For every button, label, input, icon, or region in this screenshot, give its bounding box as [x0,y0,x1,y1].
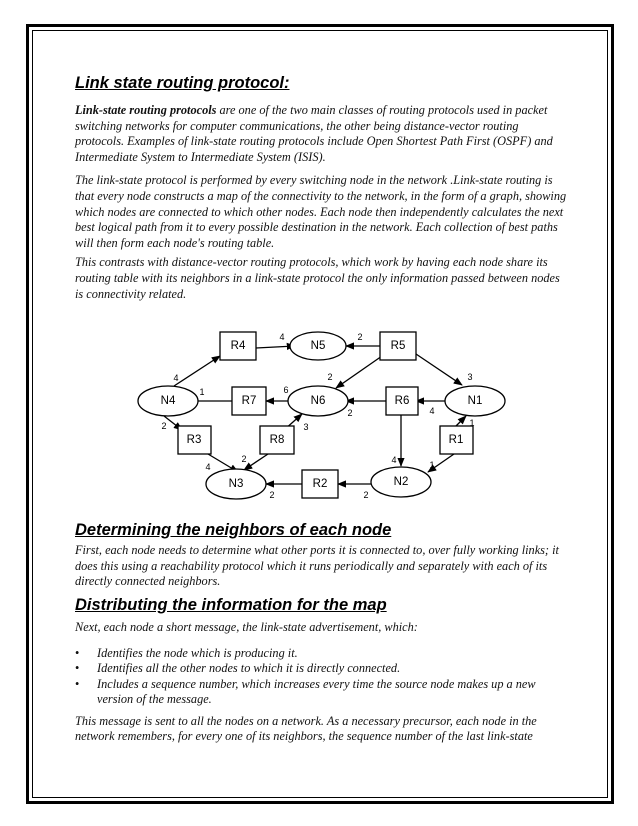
weight-r5-n5: 2 [357,332,363,342]
weight-r1-n2: 1 [429,460,435,470]
weight-n1-r6: 4 [429,406,435,416]
label-n1: N1 [467,395,483,407]
weight-r7-n4: 1 [199,387,205,397]
weight-r6-n6: 2 [347,408,353,418]
paragraph-distributing: Next, each node a short message, the link-state advertisement, which: [75,619,418,634]
weight-r8-n3: 2 [241,454,247,464]
label-r3: R3 [186,434,202,446]
heading-distributing: Distributing the information for the map [75,595,387,614]
weight-n6-r7: 6 [283,385,289,395]
heading-link-state: Link state routing protocol: [75,74,290,92]
list-item: • Identifies the node which is producing it. [75,646,570,662]
label-n4: N4 [160,395,176,407]
label-r6: R6 [394,395,410,407]
term-link-state-routing-protocols: Link-state routing protocols [75,103,217,117]
weight-r5-n6: 2 [327,372,333,382]
edge-r5-n1 [416,354,462,385]
paragraph-message: This message is sent to all the nodes on a network. As a necessary precursor, each node in the network remembers, for every one of its neighbors, the sequence number of the last link-state [75,713,537,744]
weight-r1-n1: 1 [469,418,475,428]
edge-r1-n1 [456,416,466,426]
bullet-list [75,646,570,708]
edge-r5-n6 [336,356,382,388]
edge-r4-n5 [256,346,295,348]
network-diagram [120,318,520,518]
label-n3: N3 [228,478,244,490]
weight-n4-r3: 2 [161,421,167,431]
label-r8: R8 [269,434,285,446]
paragraph-intro: Link-state routing protocols are one of the two main classes of routing protocols used in packet switching networks for computer communications, the other being distance-vector routing protocols. Examples of link-state routing protocols include Open Shortest Path First (OSPF) and Intermediate System to Intermediate System (ISIS). [75,103,553,164]
weight-r8-n6: 3 [303,422,309,432]
paragraph-link-state-protocol: The link-state protocol is performed by every switching node in the network .Link-state routing is that every node constructs a map of the connectivity to the network, in the form of a graph, showing which nodes are connected to which other nodes. Each node then independently calculates the next best logical path from it to every possible destination in the network. Each collection of best paths will then form each node's routing table. [75,173,567,250]
weight-r3-n3: 4 [205,462,211,472]
paragraph-contrast: This contrasts with distance-vector routing protocols, which work by having each node share its routing table with its neighbors in a link-state protocol the only information passed between nodes is connectivity related. [75,255,560,301]
label-r1: R1 [448,434,464,446]
paragraph-neighbors: First, each node needs to determine what other ports it is connected to, over fully working links; it does this using a reachability protocol which it runs periodically and separately with each of its directly connected neighbors. [75,543,559,589]
weight-r5-n1: 3 [467,372,473,382]
edge-n4-r4 [174,356,220,386]
label-r7: R7 [241,395,257,407]
weight-n2-r2: 2 [363,490,369,500]
label-r2: R2 [312,478,328,490]
label-n6: N6 [310,395,326,407]
heading-neighbors: Determining the neighbors of each node [75,521,392,540]
weight-n4-r4: 4 [173,373,179,383]
label-r5: R5 [390,340,406,352]
list-item: • Includes a sequence number, which increases every time the source node makes up a new version of the message. [75,677,570,708]
weight-r6-n2: 4 [391,455,397,465]
list-item: • Identifies all the other nodes to which it is directly connected. [75,661,570,677]
label-n2: N2 [393,476,409,488]
edge-r8-n3 [244,454,268,470]
label-r4: R4 [230,340,246,352]
weight-r2-n3: 2 [269,490,275,500]
weight-r4-n5: 4 [279,332,285,342]
label-n5: N5 [310,340,326,352]
